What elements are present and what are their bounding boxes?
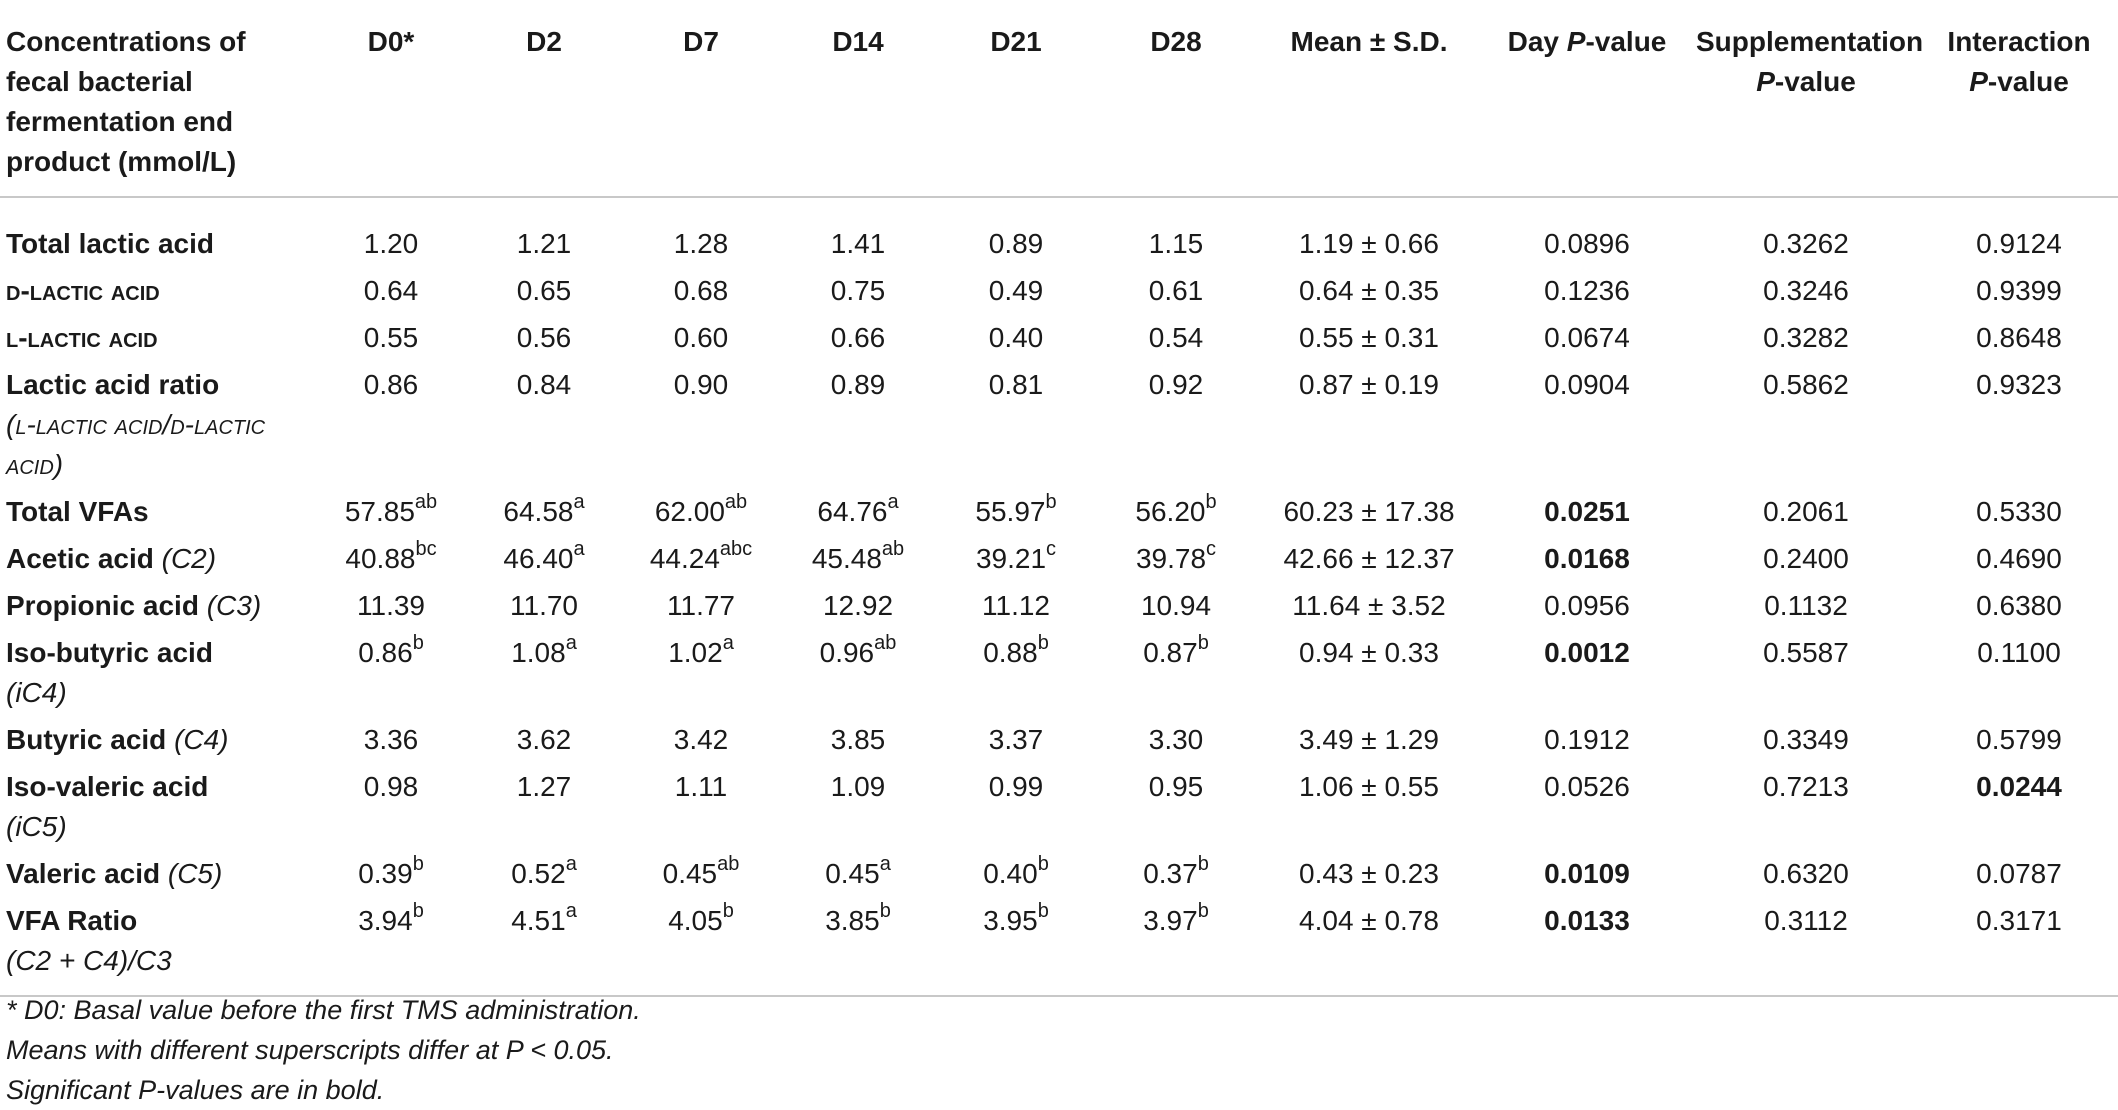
cell-value: 56.20 bbox=[1135, 496, 1206, 527]
row-label bbox=[0, 536, 316, 583]
cell-d28 bbox=[1096, 898, 1256, 996]
cell-d0 bbox=[316, 197, 466, 268]
cell-value: 45.48 bbox=[811, 543, 882, 574]
cell-superscript: a bbox=[879, 852, 891, 875]
cell-value: 0.56 bbox=[516, 322, 572, 353]
cell-superscript: a bbox=[565, 631, 577, 654]
cell-d28 bbox=[1096, 630, 1256, 717]
cell-superscript: ab bbox=[724, 490, 748, 513]
header-supp-suffix: -value bbox=[1774, 66, 1856, 97]
row-label-sub: (C4) bbox=[174, 724, 229, 755]
cell-day-p: 0.0251 bbox=[1544, 496, 1630, 527]
cell-superscript: c bbox=[1206, 537, 1217, 560]
cell-value: 1.20 bbox=[363, 228, 419, 259]
cell-value: 44.24 bbox=[649, 543, 720, 574]
cell-d7 bbox=[622, 764, 780, 851]
cell-value: 0.39 bbox=[358, 858, 413, 889]
cell-d0 bbox=[316, 315, 466, 362]
header-day-p bbox=[1482, 6, 1692, 197]
cell-d2 bbox=[466, 362, 622, 489]
cell-d21 bbox=[936, 536, 1096, 583]
cell-inter-p: 0.9124 bbox=[1976, 228, 2062, 259]
cell-supp-p: 0.3112 bbox=[1764, 905, 1848, 936]
cell-d14 bbox=[780, 315, 936, 362]
cell-value: 0.45 bbox=[825, 858, 880, 889]
cell-superscript: b bbox=[722, 899, 734, 922]
cell-supp-p: 0.3282 bbox=[1763, 322, 1849, 353]
header-d7: D7 bbox=[622, 6, 780, 197]
cell-d2 bbox=[466, 489, 622, 536]
cell-d0 bbox=[316, 583, 466, 630]
row-label-main: Total lactic acid bbox=[6, 228, 214, 259]
row-label-main: Lactic acid ratio bbox=[6, 369, 220, 400]
cell-value: 0.68 bbox=[673, 275, 729, 306]
cell-value: 0.52 bbox=[511, 858, 566, 889]
cell-superscript: b bbox=[1037, 899, 1049, 922]
cell-d7 bbox=[622, 362, 780, 489]
cell-superscript: b bbox=[1197, 852, 1209, 875]
cell-superscript: abc bbox=[719, 537, 753, 560]
cell-value: 0.99 bbox=[988, 771, 1044, 802]
cell-mean: 60.23 ± 17.38 bbox=[1283, 496, 1455, 527]
cell-day-p: 0.0896 bbox=[1544, 228, 1630, 259]
header-d14: D14 bbox=[780, 6, 936, 197]
cell-value: 3.36 bbox=[363, 724, 419, 755]
footnote-d0: * D0: Basal value before the first TMS administration. bbox=[6, 995, 641, 1025]
footnote-bold: Significant P-values are in bold. bbox=[6, 1075, 385, 1105]
table-row bbox=[0, 489, 2118, 536]
cell-value: 62.00 bbox=[654, 496, 725, 527]
cell-inter-p: 0.5799 bbox=[1976, 724, 2062, 755]
cell-superscript: ab bbox=[414, 490, 438, 513]
cell-value: 64.58 bbox=[503, 496, 574, 527]
cell-superscript: b bbox=[412, 631, 424, 654]
cell-d2 bbox=[466, 315, 622, 362]
cell-value: 0.88 bbox=[983, 637, 1038, 668]
cell-d21 bbox=[936, 268, 1096, 315]
cell-value: 1.09 bbox=[830, 771, 886, 802]
cell-value: 0.95 bbox=[1148, 771, 1204, 802]
table-row bbox=[0, 583, 2118, 630]
cell-value: 0.40 bbox=[988, 322, 1044, 353]
row-label-main: l-lactic acid bbox=[6, 322, 158, 353]
row-label bbox=[0, 268, 316, 315]
cell-supp-p: 0.3262 bbox=[1763, 228, 1849, 259]
table-header-row bbox=[0, 6, 2118, 197]
cell-day-p: 0.0168 bbox=[1544, 543, 1630, 574]
cell-value: 0.96 bbox=[819, 637, 875, 668]
row-label bbox=[0, 489, 316, 536]
cell-d0 bbox=[316, 630, 466, 717]
cell-d0 bbox=[316, 362, 466, 489]
cell-d14 bbox=[780, 630, 936, 717]
cell-day-p: 0.1236 bbox=[1544, 275, 1630, 306]
cell-d14 bbox=[780, 898, 936, 996]
cell-mean: 11.64 ± 3.52 bbox=[1292, 590, 1446, 621]
row-label-sub: (iC5) bbox=[6, 811, 67, 842]
cell-superscript: b bbox=[1045, 490, 1057, 513]
cell-d7 bbox=[622, 851, 780, 898]
cell-value: 3.97 bbox=[1143, 905, 1198, 936]
cell-d2 bbox=[466, 583, 622, 630]
cell-value: 0.49 bbox=[988, 275, 1044, 306]
cell-day-p: 0.0956 bbox=[1544, 590, 1630, 621]
header-supplementation-p bbox=[1692, 6, 1924, 197]
cell-d0 bbox=[316, 536, 466, 583]
header-d21: D21 bbox=[936, 6, 1096, 197]
cell-d21 bbox=[936, 630, 1096, 717]
cell-mean: 0.94 ± 0.33 bbox=[1299, 637, 1439, 668]
cell-d14 bbox=[780, 362, 936, 489]
cell-supp-p: 0.3246 bbox=[1763, 275, 1849, 306]
cell-value: 3.95 bbox=[983, 905, 1038, 936]
cell-d0 bbox=[316, 717, 466, 764]
row-label bbox=[0, 717, 316, 764]
cell-mean: 1.06 ± 0.55 bbox=[1299, 771, 1439, 802]
cell-day-p: 0.0109 bbox=[1544, 858, 1630, 889]
cell-value: 11.39 bbox=[357, 590, 425, 621]
cell-value: 1.28 bbox=[673, 228, 729, 259]
table-row bbox=[0, 898, 2118, 996]
cell-d0 bbox=[316, 898, 466, 996]
header-d28: D28 bbox=[1096, 6, 1256, 197]
cell-value: 40.88 bbox=[345, 543, 416, 574]
cell-d28 bbox=[1096, 489, 1256, 536]
cell-value: 1.21 bbox=[516, 228, 572, 259]
cell-d2 bbox=[466, 268, 622, 315]
cell-d28 bbox=[1096, 717, 1256, 764]
cell-superscript: ab bbox=[717, 852, 740, 875]
cell-value: 0.40 bbox=[983, 858, 1038, 889]
cell-value: 0.54 bbox=[1148, 322, 1204, 353]
cell-d14 bbox=[780, 197, 936, 268]
cell-value: 0.37 bbox=[1143, 858, 1198, 889]
cell-supp-p: 0.7213 bbox=[1763, 771, 1849, 802]
cell-d2 bbox=[466, 764, 622, 851]
cell-d28 bbox=[1096, 197, 1256, 268]
cell-value: 3.30 bbox=[1148, 724, 1204, 755]
cell-d21 bbox=[936, 489, 1096, 536]
header-supp-p-italic: P bbox=[1756, 66, 1775, 97]
cell-superscript: ab bbox=[874, 631, 897, 654]
cell-value: 11.70 bbox=[510, 590, 578, 621]
header-day-p-italic: P bbox=[1566, 26, 1586, 57]
cell-supp-p: 0.6320 bbox=[1763, 858, 1849, 889]
cell-value: 0.64 bbox=[363, 275, 419, 306]
cell-d21 bbox=[936, 197, 1096, 268]
header-concentrations: Concentrations of fecal bacterial fermentation end product (mmol/L) bbox=[0, 6, 316, 197]
cell-d7 bbox=[622, 898, 780, 996]
cell-d28 bbox=[1096, 764, 1256, 851]
cell-d2 bbox=[466, 898, 622, 996]
cell-value: 0.86 bbox=[358, 637, 413, 668]
row-label-main: Total VFAs bbox=[6, 496, 149, 527]
cell-d14 bbox=[780, 851, 936, 898]
cell-supp-p: 0.1132 bbox=[1764, 590, 1848, 621]
table-row bbox=[0, 764, 2118, 851]
cell-value: 1.02 bbox=[668, 637, 723, 668]
cell-value: 55.97 bbox=[975, 496, 1046, 527]
cell-value: 0.66 bbox=[830, 322, 886, 353]
cell-value: 4.05 bbox=[668, 905, 723, 936]
table-row bbox=[0, 268, 2118, 315]
cell-inter-p: 0.9323 bbox=[1976, 369, 2062, 400]
cell-d28 bbox=[1096, 268, 1256, 315]
cell-d14 bbox=[780, 764, 936, 851]
cell-value: 1.08 bbox=[511, 637, 566, 668]
cell-d7 bbox=[622, 630, 780, 717]
table-row bbox=[0, 717, 2118, 764]
header-inter-text: Interaction bbox=[1947, 26, 2091, 57]
cell-d28 bbox=[1096, 851, 1256, 898]
header-interaction-p bbox=[1920, 6, 2118, 197]
cell-d0 bbox=[316, 268, 466, 315]
cell-superscript: c bbox=[1046, 537, 1057, 560]
cell-value: 0.89 bbox=[830, 369, 886, 400]
row-label-main: Iso-valeric acid bbox=[6, 771, 209, 802]
footnote-superscripts: Means with different superscripts differ at P < 0.05. bbox=[6, 1035, 614, 1065]
cell-d2 bbox=[466, 197, 622, 268]
row-label-main: Iso-butyric acid bbox=[6, 637, 213, 668]
table-row bbox=[0, 630, 2118, 717]
cell-value: 64.76 bbox=[817, 496, 888, 527]
cell-value: 0.89 bbox=[988, 228, 1044, 259]
table-row bbox=[0, 315, 2118, 362]
row-label bbox=[0, 851, 316, 898]
row-label-main: Valeric acid bbox=[6, 858, 168, 889]
header-inter-p-italic: P bbox=[1969, 66, 1988, 97]
cell-supp-p: 0.5587 bbox=[1763, 637, 1849, 668]
cell-value: 0.65 bbox=[516, 275, 572, 306]
cell-d21 bbox=[936, 315, 1096, 362]
row-label-sub: (C2) bbox=[161, 543, 217, 574]
cell-value: 0.87 bbox=[1143, 637, 1198, 668]
cell-d21 bbox=[936, 362, 1096, 489]
cell-d28 bbox=[1096, 583, 1256, 630]
cell-value: 0.60 bbox=[673, 322, 729, 353]
cell-d14 bbox=[780, 583, 936, 630]
cell-d7 bbox=[622, 197, 780, 268]
cell-supp-p: 0.5862 bbox=[1763, 369, 1849, 400]
cell-value: 39.78 bbox=[1135, 543, 1207, 574]
cell-value: 4.51 bbox=[511, 905, 566, 936]
cell-mean: 4.04 ± 0.78 bbox=[1299, 905, 1439, 936]
cell-value: 39.21 bbox=[975, 543, 1047, 574]
table-row bbox=[0, 851, 2118, 898]
cell-d7 bbox=[622, 489, 780, 536]
cell-value: 57.85 bbox=[344, 496, 415, 527]
header-supp-text: Supplementation bbox=[1696, 26, 1924, 57]
cell-value: 3.94 bbox=[358, 905, 413, 936]
cell-d21 bbox=[936, 764, 1096, 851]
row-label bbox=[0, 898, 316, 996]
row-label bbox=[0, 197, 316, 268]
cell-inter-p: 0.3171 bbox=[1976, 905, 2062, 936]
cell-superscript: b bbox=[1197, 899, 1209, 922]
cell-day-p: 0.0904 bbox=[1544, 369, 1630, 400]
row-label-sub: (C2 + C4)/C3 bbox=[6, 945, 172, 976]
cell-d7 bbox=[622, 717, 780, 764]
cell-d14 bbox=[780, 489, 936, 536]
cell-value: 0.81 bbox=[988, 369, 1044, 400]
cell-inter-p: 0.0787 bbox=[1976, 858, 2062, 889]
cell-mean: 3.49 ± 1.29 bbox=[1299, 724, 1439, 755]
cell-inter-p: 0.4690 bbox=[1976, 543, 2062, 574]
row-label-sub: (iC4) bbox=[6, 677, 67, 708]
row-label bbox=[0, 764, 316, 851]
cell-inter-p: 0.9399 bbox=[1976, 275, 2062, 306]
cell-d0 bbox=[316, 764, 466, 851]
cell-inter-p: 0.8648 bbox=[1976, 322, 2062, 353]
cell-d21 bbox=[936, 583, 1096, 630]
cell-mean: 0.55 ± 0.31 bbox=[1299, 322, 1439, 353]
cell-value: 12.92 bbox=[822, 590, 894, 621]
cell-value: 1.11 bbox=[674, 771, 728, 802]
cell-value: 0.75 bbox=[830, 275, 886, 306]
row-label-sub: (C3) bbox=[206, 590, 262, 621]
cell-supp-p: 0.2400 bbox=[1763, 543, 1849, 574]
cell-superscript: b bbox=[412, 852, 424, 875]
cell-value: 1.27 bbox=[516, 771, 572, 802]
cell-mean: 0.43 ± 0.23 bbox=[1299, 858, 1439, 889]
header-inter-suffix: -value bbox=[1987, 66, 2069, 97]
row-label-main: Propionic acid bbox=[6, 590, 207, 621]
results-table bbox=[0, 6, 2118, 997]
row-label-main: Acetic acid bbox=[6, 543, 162, 574]
row-label bbox=[0, 362, 316, 489]
cell-superscript: a bbox=[722, 631, 734, 654]
cell-d21 bbox=[936, 851, 1096, 898]
cell-value: 0.90 bbox=[673, 369, 729, 400]
table-footnotes bbox=[6, 990, 641, 1110]
header-d2: D2 bbox=[466, 6, 622, 197]
table-row bbox=[0, 197, 2118, 268]
table-row bbox=[0, 362, 2118, 489]
cell-superscript: b bbox=[1205, 490, 1217, 513]
cell-value: 0.84 bbox=[516, 369, 572, 400]
cell-value: 11.12 bbox=[982, 590, 1050, 621]
cell-day-p: 0.0133 bbox=[1544, 905, 1630, 936]
cell-d14 bbox=[780, 268, 936, 315]
table-body bbox=[0, 197, 2118, 996]
cell-d28 bbox=[1096, 315, 1256, 362]
row-label bbox=[0, 630, 316, 717]
cell-superscript: b bbox=[412, 899, 424, 922]
cell-value: 0.45 bbox=[662, 858, 718, 889]
cell-day-p: 0.0674 bbox=[1544, 322, 1630, 353]
cell-value: 3.37 bbox=[988, 724, 1044, 755]
cell-value: 0.86 bbox=[363, 369, 419, 400]
cell-superscript: a bbox=[573, 537, 585, 560]
cell-supp-p: 0.2061 bbox=[1763, 496, 1849, 527]
cell-supp-p: 0.3349 bbox=[1763, 724, 1849, 755]
header-day-suffix: -value bbox=[1585, 26, 1667, 57]
cell-d28 bbox=[1096, 362, 1256, 489]
cell-inter-p: 0.5330 bbox=[1976, 496, 2062, 527]
cell-value: 0.61 bbox=[1148, 275, 1204, 306]
cell-d21 bbox=[936, 898, 1096, 996]
cell-inter-p: 0.1100 bbox=[1977, 637, 2061, 668]
cell-mean: 1.19 ± 0.66 bbox=[1299, 228, 1439, 259]
cell-superscript: b bbox=[1037, 631, 1049, 654]
row-label-main: Butyric acid bbox=[6, 724, 175, 755]
cell-d7 bbox=[622, 315, 780, 362]
cell-superscript: ab bbox=[881, 537, 905, 560]
cell-d7 bbox=[622, 583, 780, 630]
row-label-main: VFA Ratio bbox=[6, 905, 138, 936]
cell-d14 bbox=[780, 717, 936, 764]
cell-value: 3.62 bbox=[516, 724, 572, 755]
cell-value: 0.55 bbox=[363, 322, 419, 353]
cell-d7 bbox=[622, 536, 780, 583]
row-label-sub: (C5) bbox=[167, 858, 223, 889]
cell-value: 3.42 bbox=[673, 724, 729, 755]
cell-d2 bbox=[466, 851, 622, 898]
header-day-text: Day bbox=[1507, 26, 1567, 57]
cell-superscript: b bbox=[1037, 852, 1049, 875]
header-d0: D0* bbox=[316, 6, 466, 197]
cell-day-p: 0.0526 bbox=[1544, 771, 1630, 802]
cell-value: 46.40 bbox=[503, 543, 574, 574]
cell-superscript: a bbox=[573, 490, 585, 513]
cell-inter-p: 0.0244 bbox=[1976, 771, 2062, 802]
cell-d0 bbox=[316, 851, 466, 898]
header-mean: Mean ± S.D. bbox=[1256, 6, 1482, 197]
cell-d2 bbox=[466, 717, 622, 764]
cell-superscript: b bbox=[879, 899, 891, 922]
cell-d21 bbox=[936, 717, 1096, 764]
cell-d7 bbox=[622, 268, 780, 315]
cell-superscript: a bbox=[565, 852, 577, 875]
cell-d0 bbox=[316, 489, 466, 536]
cell-d28 bbox=[1096, 536, 1256, 583]
cell-value: 10.94 bbox=[1140, 590, 1212, 621]
cell-d14 bbox=[780, 536, 936, 583]
row-label bbox=[0, 315, 316, 362]
table-row bbox=[0, 536, 2118, 583]
row-label bbox=[0, 583, 316, 630]
cell-value: 1.15 bbox=[1148, 228, 1204, 259]
cell-value: 3.85 bbox=[825, 905, 880, 936]
cell-superscript: a bbox=[887, 490, 899, 513]
row-label-sub: (l-lactic acid/d-lactic acid) bbox=[6, 409, 266, 480]
cell-inter-p: 0.6380 bbox=[1976, 590, 2062, 621]
cell-value: 0.92 bbox=[1148, 369, 1204, 400]
row-label-main: d-lactic acid bbox=[6, 275, 160, 306]
cell-day-p: 0.1912 bbox=[1544, 724, 1630, 755]
cell-mean: 0.64 ± 0.35 bbox=[1299, 275, 1439, 306]
cell-value: 0.98 bbox=[363, 771, 419, 802]
cell-value: 3.85 bbox=[830, 724, 886, 755]
cell-value: 1.41 bbox=[830, 228, 886, 259]
cell-mean: 42.66 ± 12.37 bbox=[1283, 543, 1455, 574]
cell-superscript: b bbox=[1197, 631, 1209, 654]
cell-d2 bbox=[466, 630, 622, 717]
cell-superscript: a bbox=[565, 899, 577, 922]
cell-day-p: 0.0012 bbox=[1544, 637, 1630, 668]
cell-mean: 0.87 ± 0.19 bbox=[1299, 369, 1439, 400]
cell-d2 bbox=[466, 536, 622, 583]
cell-superscript: bc bbox=[415, 537, 437, 560]
cell-value: 11.77 bbox=[667, 590, 735, 621]
